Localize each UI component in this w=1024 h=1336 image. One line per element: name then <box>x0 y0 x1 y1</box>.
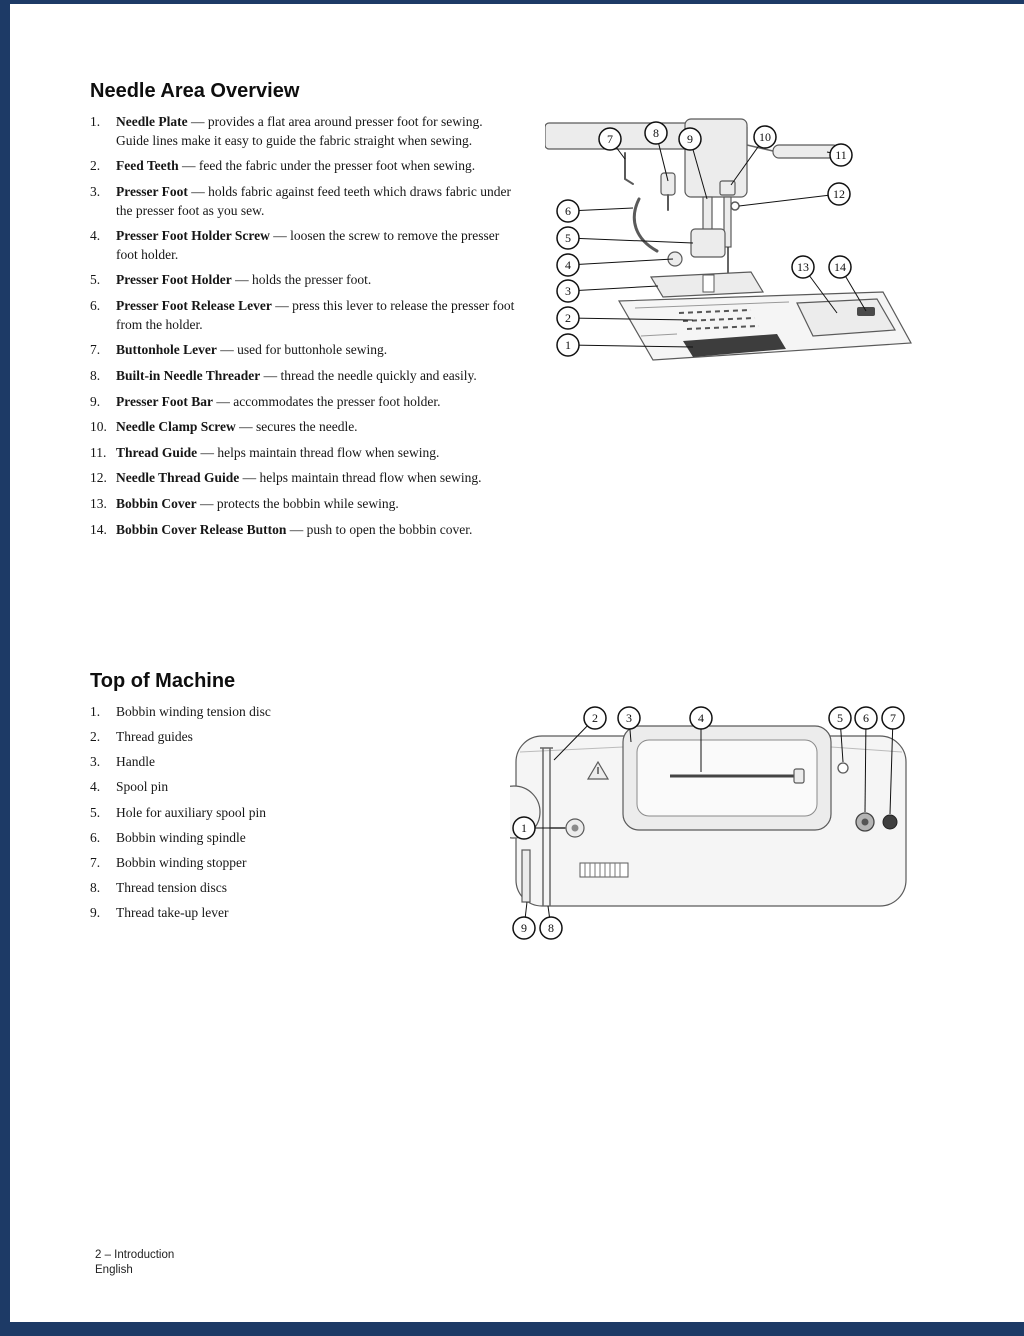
item-number: 9. <box>90 905 101 920</box>
callout-number-3: 3 <box>626 711 632 725</box>
list-item <box>90 444 518 463</box>
item-text: Spool pin <box>116 779 169 795</box>
item-number: 12. <box>90 470 107 486</box>
item-number: 8. <box>90 367 101 383</box>
item-text: Handle <box>116 754 155 770</box>
page-edge-left <box>0 0 10 1336</box>
item-number: 3. <box>90 754 101 770</box>
page-footer <box>95 1248 174 1278</box>
callout-number-12: 12 <box>833 187 845 201</box>
list-item <box>90 778 490 797</box>
callout-number-11: 11 <box>835 148 847 162</box>
callout-number-4: 4 <box>565 258 571 272</box>
item-text: Presser Foot — holds fabric against feed teeth which draws fabric under the presser foot as you sew. <box>116 183 511 218</box>
item-number: 5. <box>90 272 101 288</box>
list-item <box>90 297 518 334</box>
callout-number-9: 9 <box>521 921 527 935</box>
callout-number-7: 7 <box>607 132 613 146</box>
callout-leader-5 <box>568 238 693 243</box>
list-item <box>90 904 490 923</box>
list-item <box>90 157 518 176</box>
callout-number-5: 5 <box>565 231 571 245</box>
buttonhole-lever-art <box>625 153 633 184</box>
item-number: 4. <box>90 779 101 795</box>
page-edge-top <box>0 0 1024 4</box>
callout-number-2: 2 <box>592 711 598 725</box>
list-item <box>90 227 518 264</box>
section-title-top-of-machine: Top of Machine <box>90 670 236 692</box>
top-of-machine-diagram <box>510 700 920 945</box>
list-item <box>90 183 518 220</box>
footer-page-number: 2 – Introduction <box>95 1249 175 1261</box>
callout-number-9: 9 <box>687 132 693 146</box>
item-number: 7. <box>90 342 101 358</box>
section-title-needle-area: Needle Area Overview <box>90 80 300 102</box>
item-number: 1. <box>90 704 101 719</box>
item-text: Hole for auxiliary spool pin <box>116 804 266 820</box>
item-number: 8. <box>90 879 101 895</box>
take-up-lever-slot-art <box>522 850 530 902</box>
item-text: Presser Foot Bar — accommodates the presser foot holder. <box>116 393 441 409</box>
callout-number-6: 6 <box>565 204 571 218</box>
item-number: 5. <box>90 804 101 820</box>
bobbin-cover-art <box>797 299 895 336</box>
item-text: Thread tension discs <box>116 879 227 895</box>
needle-area-list <box>90 113 518 539</box>
item-text: Needle Clamp Screw — secures the needle. <box>116 419 358 435</box>
item-text: Presser Foot Release Lever — press this lever to release the presser foot from the holder. <box>116 298 515 332</box>
top-of-machine-list <box>90 703 490 923</box>
item-number: 9. <box>90 393 101 409</box>
callout-leader-3 <box>568 286 658 291</box>
callout-number-7: 7 <box>890 711 896 725</box>
list-item <box>90 804 490 823</box>
item-number: 6. <box>90 829 101 845</box>
item-number: 2. <box>90 158 101 174</box>
callout-number-4: 4 <box>698 711 704 725</box>
item-text: Thread Guide — helps maintain thread flow when sewing. <box>116 444 440 460</box>
list-item <box>90 728 490 747</box>
item-text: Bobbin winding spindle <box>116 829 246 845</box>
presser-foot-assembly-art <box>634 199 763 297</box>
callout-number-8: 8 <box>653 126 659 140</box>
list-item <box>90 341 518 360</box>
needle-area-diagram <box>545 115 915 365</box>
item-text: Buttonhole Lever — used for buttonhole sewing. <box>116 342 388 358</box>
item-number: 6. <box>90 298 101 313</box>
callout-number-13: 13 <box>797 260 809 274</box>
list-item <box>90 495 518 514</box>
item-text: Needle Thread Guide — helps maintain thread flow when sewing. <box>116 470 482 486</box>
callout-leader-4 <box>568 259 673 265</box>
item-text: Bobbin Cover — protects the bobbin while sewing. <box>116 496 399 511</box>
callout-number-10: 10 <box>759 130 771 144</box>
aux-spool-hole-art <box>838 763 848 773</box>
item-number: 1. <box>90 114 101 129</box>
list-item <box>90 469 518 488</box>
item-number: 4. <box>90 228 101 244</box>
item-number: 14. <box>90 521 107 537</box>
callout-number-3: 3 <box>565 284 571 298</box>
item-number: 3. <box>90 183 101 199</box>
needle-plate-art <box>619 292 911 360</box>
list-item <box>90 271 518 290</box>
footer-language: English <box>95 1263 133 1276</box>
item-number: 13. <box>90 496 107 511</box>
list-item <box>90 854 490 873</box>
item-number: 7. <box>90 854 101 870</box>
list-item <box>90 829 490 848</box>
item-text: Presser Foot Holder Screw — loosen the screw to remove the presser foot holder. <box>116 228 500 262</box>
top-of-machine-illustration <box>510 700 920 945</box>
list-item <box>90 367 518 386</box>
item-text: Thread guides <box>116 729 193 745</box>
section-top-of-machine <box>90 670 490 929</box>
list-item <box>90 393 518 412</box>
item-number: 2. <box>90 729 101 745</box>
callout-number-1: 1 <box>521 821 527 835</box>
list-item <box>90 753 490 772</box>
list-item <box>90 521 518 540</box>
item-text: Bobbin Cover Release Button — push to open the bobbin cover. <box>116 521 473 537</box>
needle-threader-art <box>661 173 675 210</box>
item-number: 10. <box>90 419 107 435</box>
callout-number-2: 2 <box>565 311 571 325</box>
item-text: Needle Plate — provides a flat area around presser foot for sewing. Guide lines make it easy to guide the fabric straight when sewing. <box>116 114 483 148</box>
page-edge-bottom <box>0 1322 1024 1336</box>
item-text: Feed Teeth — feed the fabric under the presser foot when sewing. <box>116 158 476 174</box>
item-text: Built-in Needle Threader — thread the needle quickly and easily. <box>116 367 477 383</box>
callout-number-5: 5 <box>837 711 843 725</box>
section-needle-area-overview <box>90 80 518 546</box>
item-number: 11. <box>90 444 107 460</box>
list-item <box>90 879 490 898</box>
item-text: Bobbin winding stopper <box>116 854 247 870</box>
item-text: Thread take-up lever <box>116 905 229 920</box>
callout-number-8: 8 <box>548 921 554 935</box>
item-text: Presser Foot Holder — holds the presser foot. <box>116 272 372 288</box>
list-item <box>90 418 518 437</box>
callout-leader-12 <box>739 194 839 206</box>
item-text: Bobbin winding tension disc <box>116 704 271 719</box>
list-item <box>90 113 518 150</box>
callout-number-14: 14 <box>834 260 846 274</box>
callout-number-1: 1 <box>565 338 571 352</box>
list-item <box>90 703 490 722</box>
bobbin-cover-release-button-art <box>857 307 875 316</box>
callout-number-6: 6 <box>863 711 869 725</box>
needle-area-illustration <box>545 115 915 365</box>
speed-slider-art <box>580 863 628 877</box>
